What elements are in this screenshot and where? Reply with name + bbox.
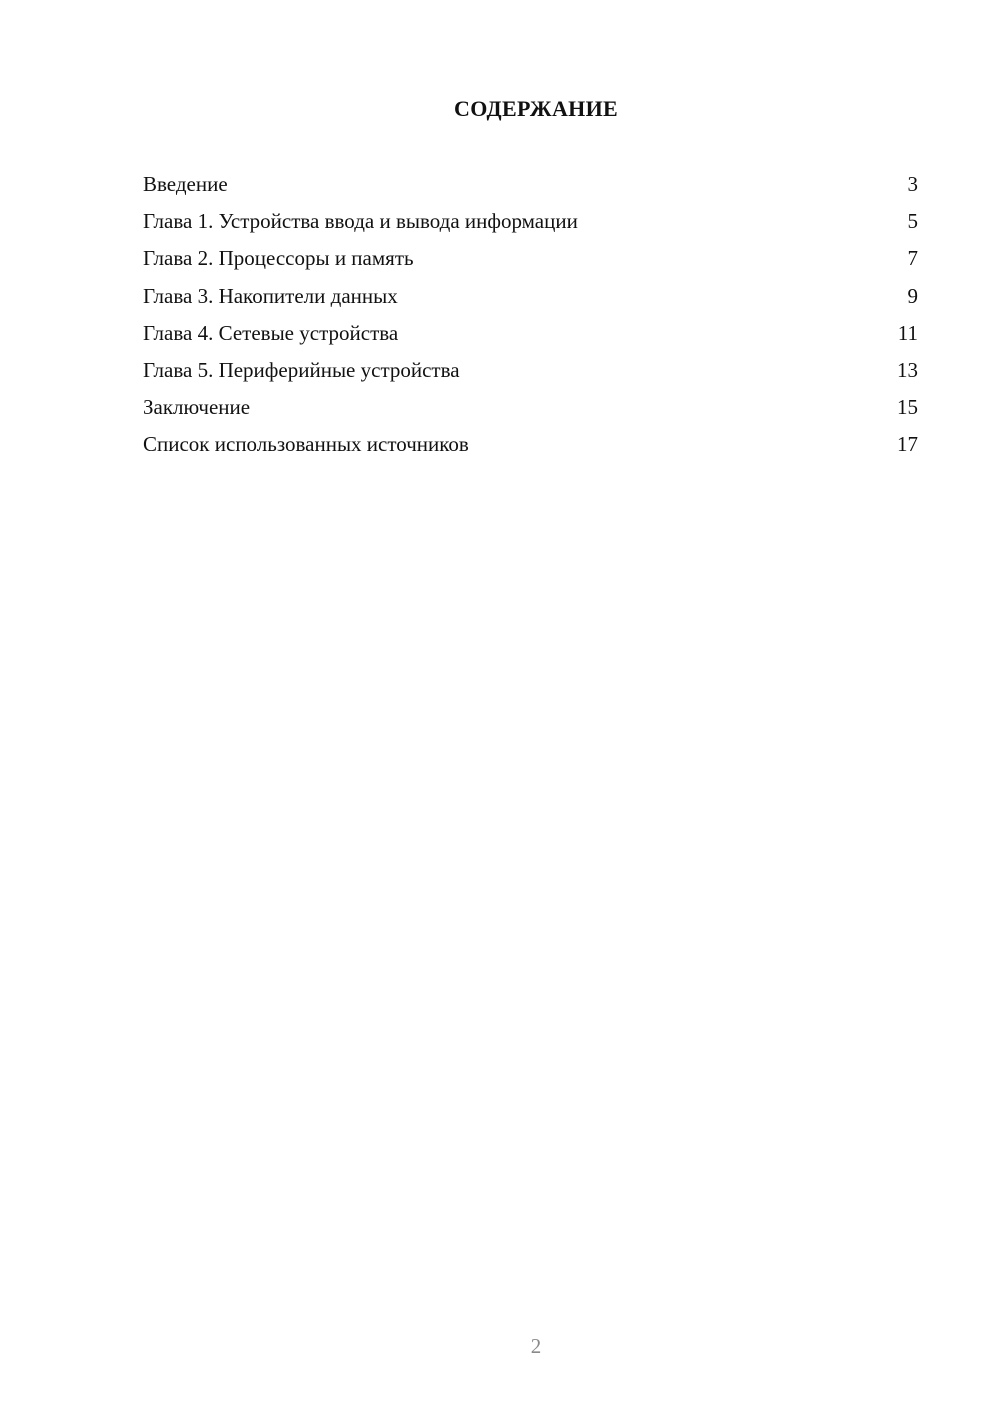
toc-entry-page-number: 5 (907, 209, 918, 234)
toc-entry-chapter-2 (143, 242, 918, 279)
toc-entry-label: Глава 1. Устройства ввода и вывода информации (143, 209, 578, 234)
toc-entry-label: Глава 3. Накопители данных (143, 283, 398, 308)
toc-entry-page-number: 3 (907, 172, 918, 196)
toc-entry-conclusion (143, 391, 918, 428)
toc-entry-chapter-5 (143, 354, 918, 391)
toc-entry-page-number: 13 (897, 357, 918, 382)
toc-entry-references (143, 428, 918, 465)
table-of-contents (143, 168, 918, 466)
toc-entry-page-number: 17 (897, 432, 918, 457)
page-number: 2 (530, 1334, 542, 1358)
toc-entry-label: Введение (143, 172, 228, 196)
toc-entry-chapter-3 (143, 280, 918, 317)
toc-entry-label: Глава 2. Процессоры и память (143, 246, 414, 271)
toc-entry-label: Глава 4. Сетевые устройства (143, 320, 399, 345)
toc-title: СОДЕРЖАНИЕ (454, 96, 618, 121)
toc-entry-page-number: 11 (897, 320, 918, 345)
toc-entry-label: Список использованных источников (143, 432, 469, 457)
toc-entry-page-number: 9 (907, 283, 918, 308)
toc-entry-page-number: 15 (897, 395, 918, 420)
toc-entry-label: Заключение (143, 395, 251, 420)
toc-entry-introduction (143, 168, 918, 205)
toc-entry-chapter-1 (143, 205, 918, 242)
toc-entry-label: Глава 5. Периферийные устройства (143, 357, 460, 382)
toc-entry-page-number: 7 (907, 246, 918, 271)
toc-entry-chapter-4 (143, 317, 918, 354)
